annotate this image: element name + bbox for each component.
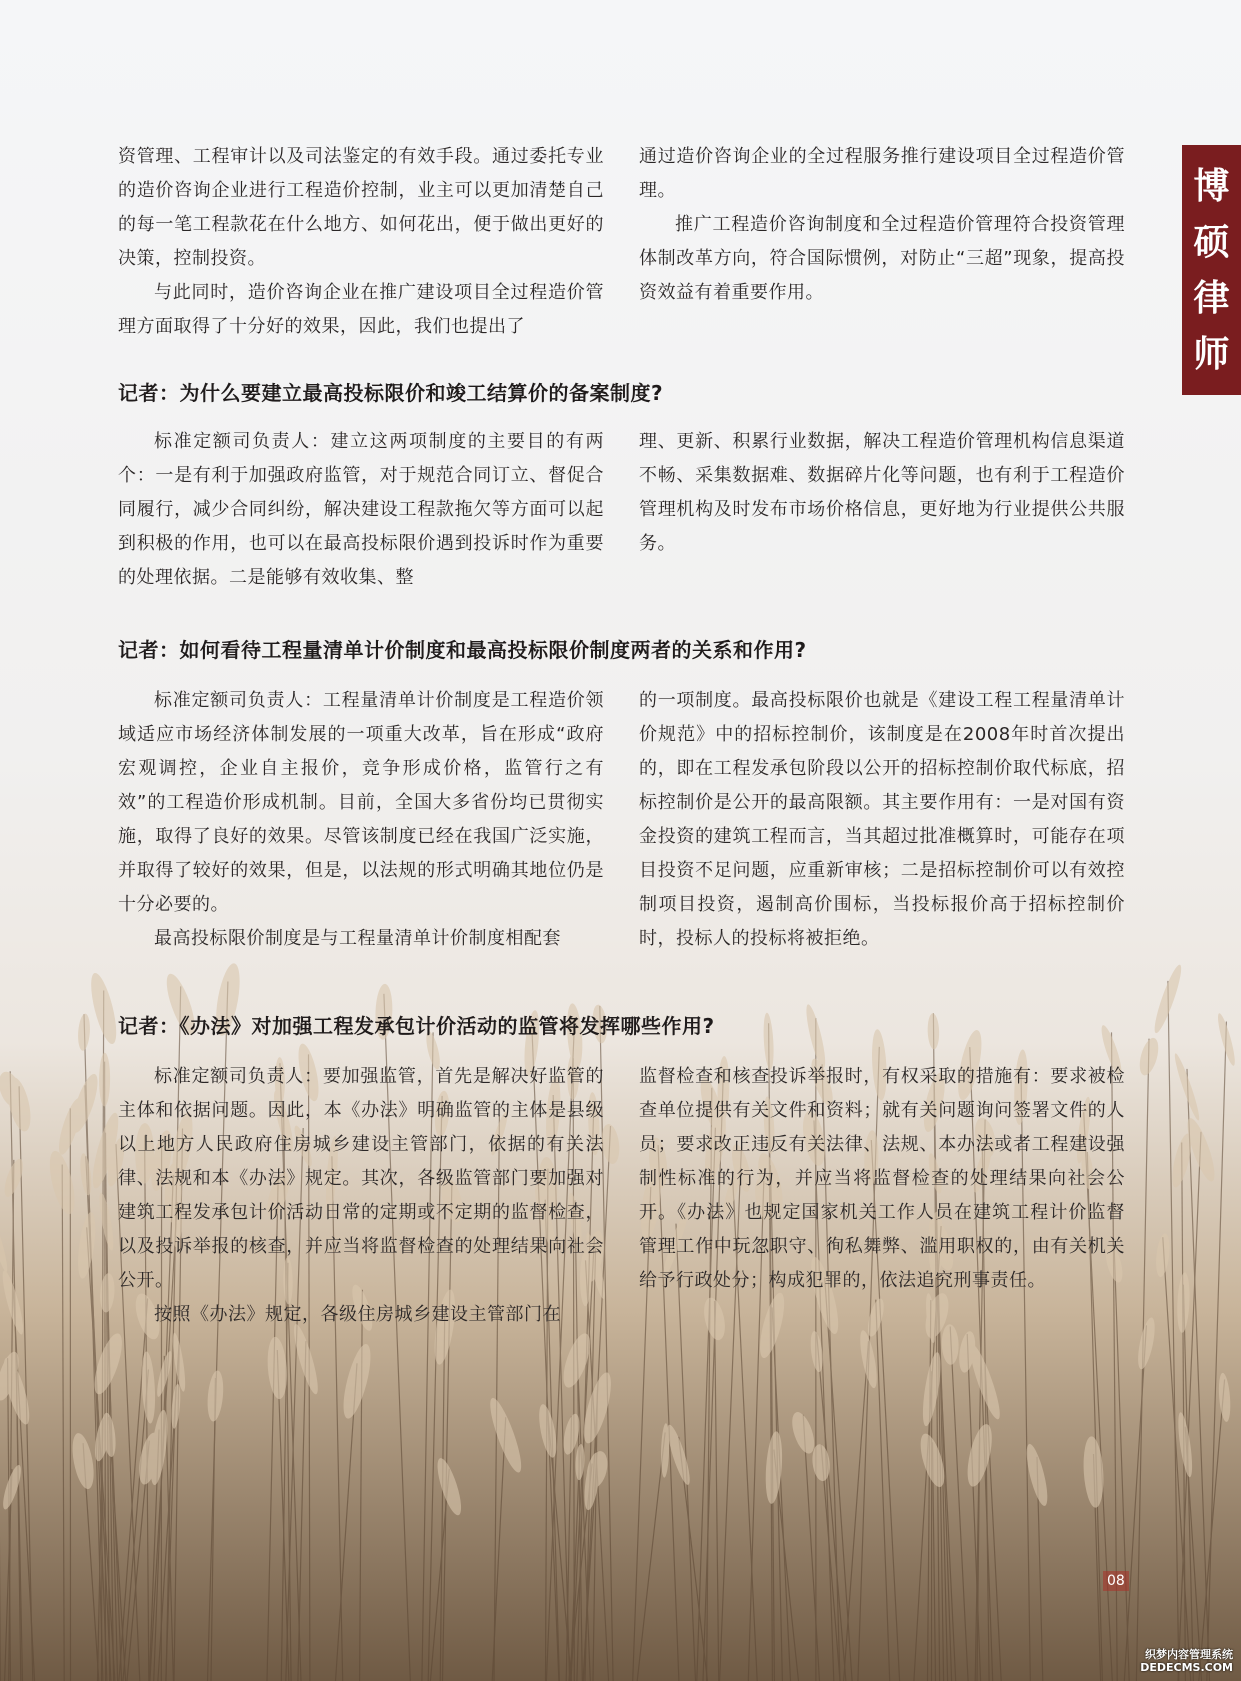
paragraph: 推广工程造价咨询制度和全过程造价管理符合投资管理体制改革方向，符合国际惯例，对防止“三超”现象，提高投资效益有着重要作用。 [639,214,1125,303]
block1-left-column [118,140,604,344]
paragraph: 通过造价咨询企业的全过程服务推行建设项目全过程造价管理。 [639,146,1125,201]
paragraph: 标准定额司负责人：建立这两项制度的主要目的有两个：一是有利于加强政府监管，对于规范合同订立、督促合同履行，减少合同纠纷，解决建设工程款拖欠等方面可以起到积极的作用，也可以在最高投标限价遇到投诉时作为重要的处理依据。二是能够有效收集、整 [118,431,604,588]
paragraph: 与此同时，造价咨询企业在推广建设项目全过程造价管理方面取得了十分好的效果，因此，我们也提出了 [118,282,604,337]
block1-right-column [639,140,1125,310]
page-number: 08 [1103,1571,1129,1591]
watermark-line: 织梦内容管理系统 [1145,1648,1233,1661]
paragraph: 按照《办法》规定，各级住房城乡建设主管部门在 [154,1304,561,1325]
section-tab-char: 师 [1193,333,1230,375]
watermark-line: DEDECMS.COM [1140,1661,1233,1674]
section-tab-char: 硕 [1193,221,1230,263]
q2-right-column [639,684,1125,956]
q2-left-column [118,684,604,956]
paragraph: 资管理、工程审计以及司法鉴定的有效手段。通过委托专业的造价咨询企业进行工程造价控制，业主可以更加清楚自己的每一笔工程款花在什么地方、如何花出，便于做出更好的决策，控制投资。 [118,146,604,269]
paragraph: 最高投标限价制度是与工程量清单计价制度相配套 [154,928,561,949]
q3-right-column [639,1060,1125,1298]
section-tab-char: 律 [1193,277,1230,319]
paragraph: 理、更新、积累行业数据，解决工程造价管理机构信息渠道不畅、采集数据难、数据碎片化等问题，也有利于工程造价管理机构及时发布市场价格信息，更好地为行业提供公共服务。 [639,431,1125,554]
section-tab-lawyer [1182,145,1241,395]
q1-left-column [118,425,604,595]
question-heading-1: 记者：为什么要建立最高投标限价和竣工结算价的备案制度? [118,381,664,405]
question-heading-2: 记者：如何看待工程量清单计价制度和最高投标限价制度两者的关系和作用? [118,638,807,662]
paragraph: 监督检查和核查投诉举报时，有权采取的措施有：要求被检查单位提供有关文件和资料；就有关问题询问签署文件的人员；要求改正违反有关法律、法规、本办法或者工程建设强制性标准的行为，并应当将监督检查的处理结果向社会公开。《办法》也规定国家机关工作人员在建筑工程计价监督管理工作中玩忽职守、徇私舞弊、滥用职权的，由有关机关给予行政处分；构成犯罪的，依法追究刑事责任。 [639,1066,1125,1291]
question-heading-3: 记者：《办法》对加强工程发承包计价活动的监管将发挥哪些作用? [118,1014,715,1038]
paragraph: 标准定额司负责人：要加强监管，首先是解决好监管的主体和依据问题。因此，本《办法》明确监管的主体是县级以上地方人民政府住房城乡建设主管部门，依据的有关法律、法规和本《办法》规定。其次，各级监管部门要加强对建筑工程发承包计价活动日常的定期或不定期的监督检查，以及投诉举报的核查，并应当将监督检查的处理结果向社会公开。 [118,1066,604,1291]
paragraph: 的一项制度。最高投标限价也就是《建设工程工程量清单计价规范》中的招标控制价，该制度是在2008年时首次提出的，即在工程发承包阶段以公开的招标控制价取代标底，招标控制价是公开的最高限额。其主要作用有：一是对国有资金投资的建筑工程而言，当其超过批准概算时，可能存在项目投资不足问题，应重新审核；二是招标控制价可以有效控制项目投资，遏制高价围标，当投标报价高于招标控制价时，投标人的投标将被拒绝。 [639,690,1125,949]
site-watermark [1140,1648,1233,1674]
q1-right-column [639,425,1125,561]
paragraph: 标准定额司负责人：工程量清单计价制度是工程造价领域适应市场经济体制发展的一项重大改革，旨在形成“政府宏观调控，企业自主报价，竞争形成价格，监管行之有效”的工程造价形成机制。目前，全国大多省份均已贯彻实施，取得了良好的效果。尽管该制度已经在我国广泛实施，并取得了较好的效果，但是，以法规的形式明确其地位仍是十分必要的。 [118,690,604,915]
q3-left-column [118,1060,604,1332]
section-tab-char: 博 [1193,165,1230,207]
